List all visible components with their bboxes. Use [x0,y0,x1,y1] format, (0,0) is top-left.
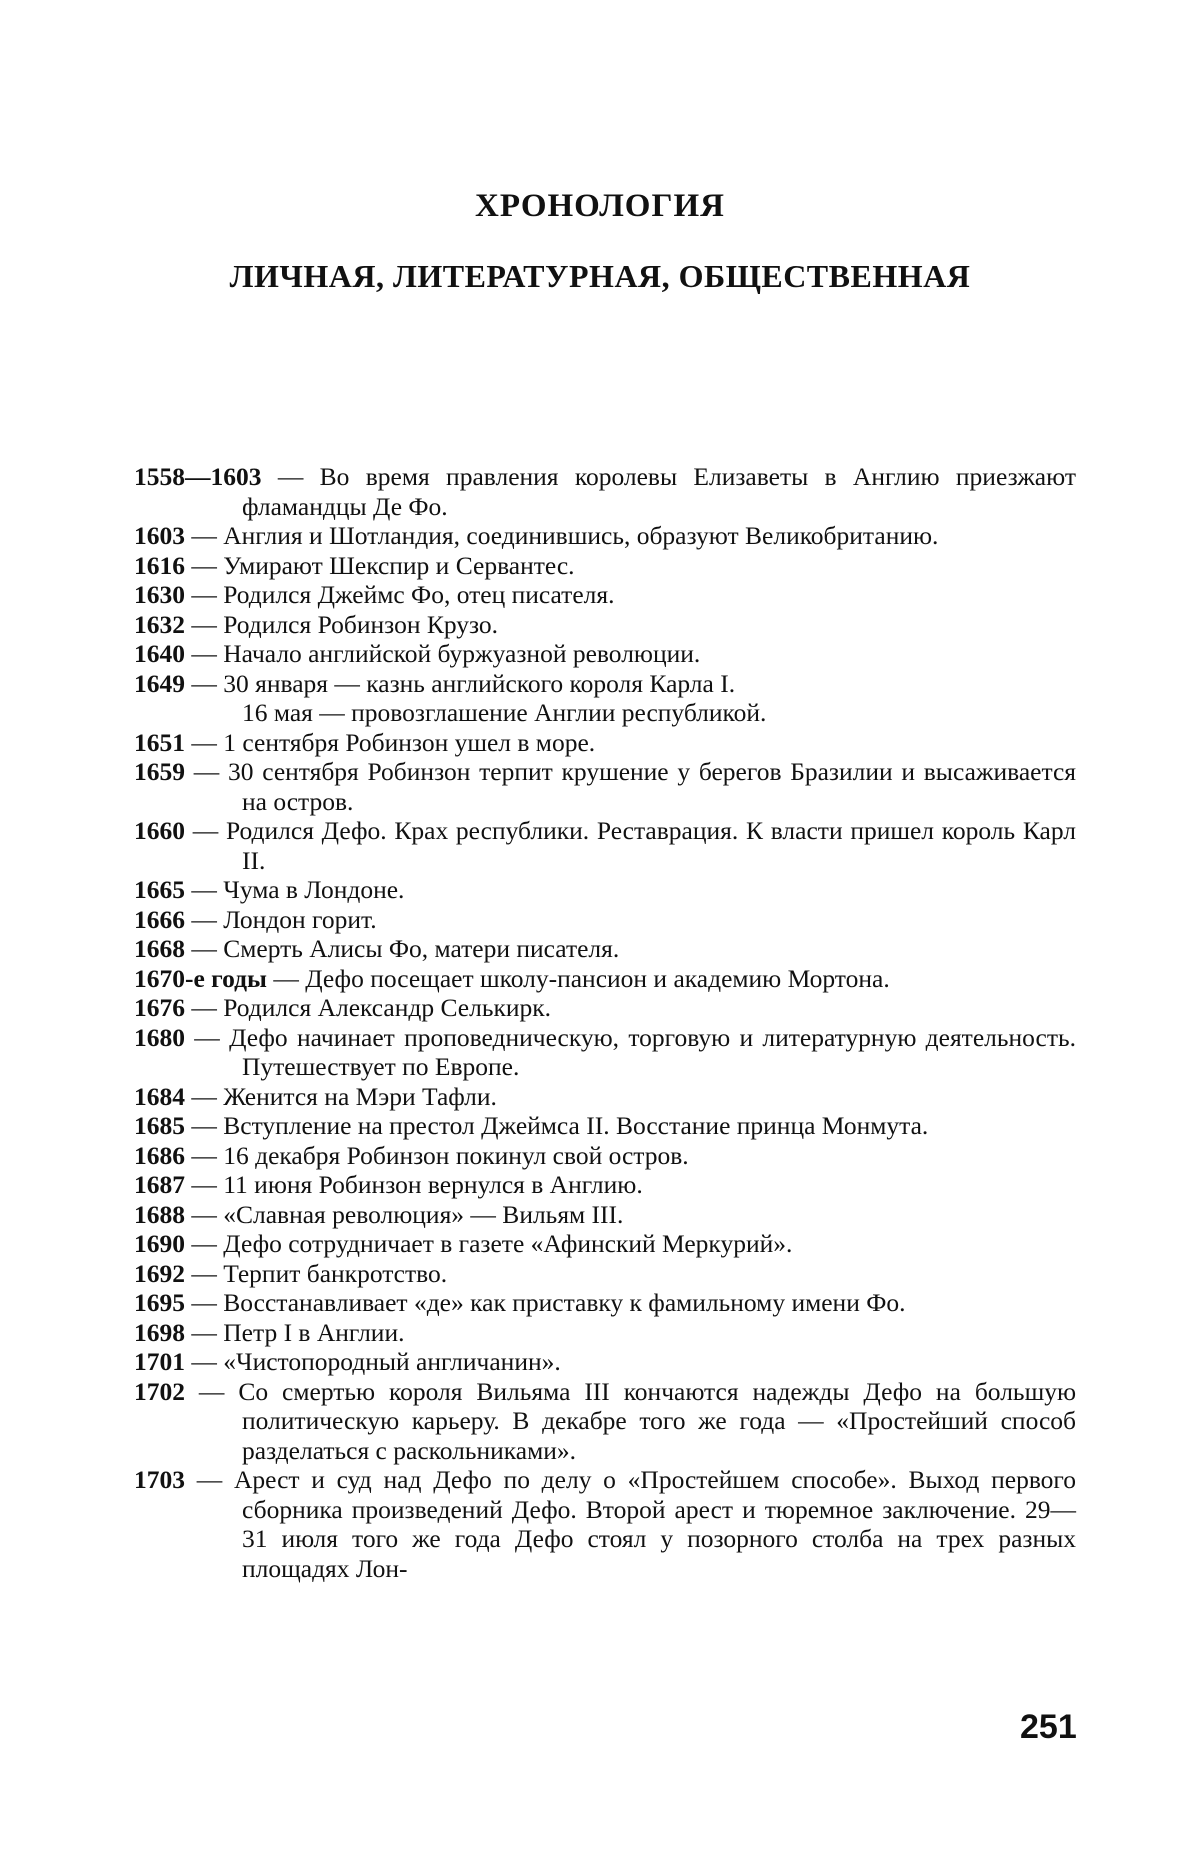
list-item: 1666 — Лондон горит. [134,905,1076,935]
list-item: 1649 — 30 января — казнь английского короля Карла I. 16 мая — провозглашение Англии республикой. [134,669,1076,728]
list-item: 1695 — Восстанавливает «де» как приставку к фамильному имени Фо. [134,1288,1076,1318]
list-item: 1702 — Со смертью короля Вильяма III кончаются надежды Дефо на большую политическую карьеру. В декабре того же года — «Простейший способ разделаться с раскольниками». [134,1377,1076,1466]
list-item: 1558—1603 — Во время правления королевы Елизаветы в Англию приезжают фламандцы Де Фо. [134,462,1076,521]
list-item: 1687 — 11 июня Робинзон вернулся в Англию. [134,1170,1076,1200]
list-item: 1632 — Родился Робинзон Крузо. [134,610,1076,640]
list-item: 1603 — Англия и Шотландия, соединившись, образуют Великобританию. [134,521,1076,551]
page-title: ХРОНОЛОГИЯ [0,184,1200,228]
list-item: 1690 — Дефо сотрудничает в газете «Афинский Меркурий». [134,1229,1076,1259]
list-item: 1630 — Родился Джеймс Фо, отец писателя. [134,580,1076,610]
list-item: 1676 — Родился Александр Селькирк. [134,993,1076,1023]
list-item: 1692 — Терпит банкротство. [134,1259,1076,1289]
page-number: 251 [1020,1708,1077,1747]
list-item: 1685 — Вступление на престол Джеймса II. Восстание принца Монмута. [134,1111,1076,1141]
list-item: 1670-е годы — Дефо посещает школу-пансион и академию Мортона. [134,964,1076,994]
list-item: 1640 — Начало английской буржуазной революции. [134,639,1076,669]
list-item: 1680 — Дефо начинает проповедническую, торговую и литературную деятельность. Путешествует по Европе. [134,1023,1076,1082]
list-item: 1660 — Родился Дефо. Крах республики. Реставрация. К власти пришел король Карл II. [134,816,1076,875]
chronology-header [0,184,1200,298]
list-item: 1665 — Чума в Лондоне. [134,875,1076,905]
list-item: 1616 — Умирают Шекспир и Сервантес. [134,551,1076,581]
list-item: 1701 — «Чистопородный англичанин». [134,1347,1076,1377]
list-item: 1651 — 1 сентября Робинзон ушел в море. [134,728,1076,758]
list-item: 1688 — «Славная революция» — Вильям III. [134,1200,1076,1230]
list-item: 1668 — Смерть Алисы Фо, матери писателя. [134,934,1076,964]
list-item: 1698 — Петр I в Англии. [134,1318,1076,1348]
list-item: 1686 — 16 декабря Робинзон покинул свой остров. [134,1141,1076,1171]
page-subtitle: ЛИЧНАЯ, ЛИТЕРАТУРНАЯ, ОБЩЕСТВЕННАЯ [0,254,1200,298]
list-item: 1659 — 30 сентября Робинзон терпит крушение у берегов Бразилии и высаживается на остров. [134,757,1076,816]
list-item: 1703 — Арест и суд над Дефо по делу о «Простейшем способе». Выход первого сборника произведений Дефо. Второй арест и тюремное заключение. 29—31 июля того же года Дефо стоял у позорного столба на трех разных площадях Лон- [134,1465,1076,1583]
list-item: 1684 — Женится на Мэри Тафли. [134,1082,1076,1112]
chronology-list [134,462,1076,1583]
